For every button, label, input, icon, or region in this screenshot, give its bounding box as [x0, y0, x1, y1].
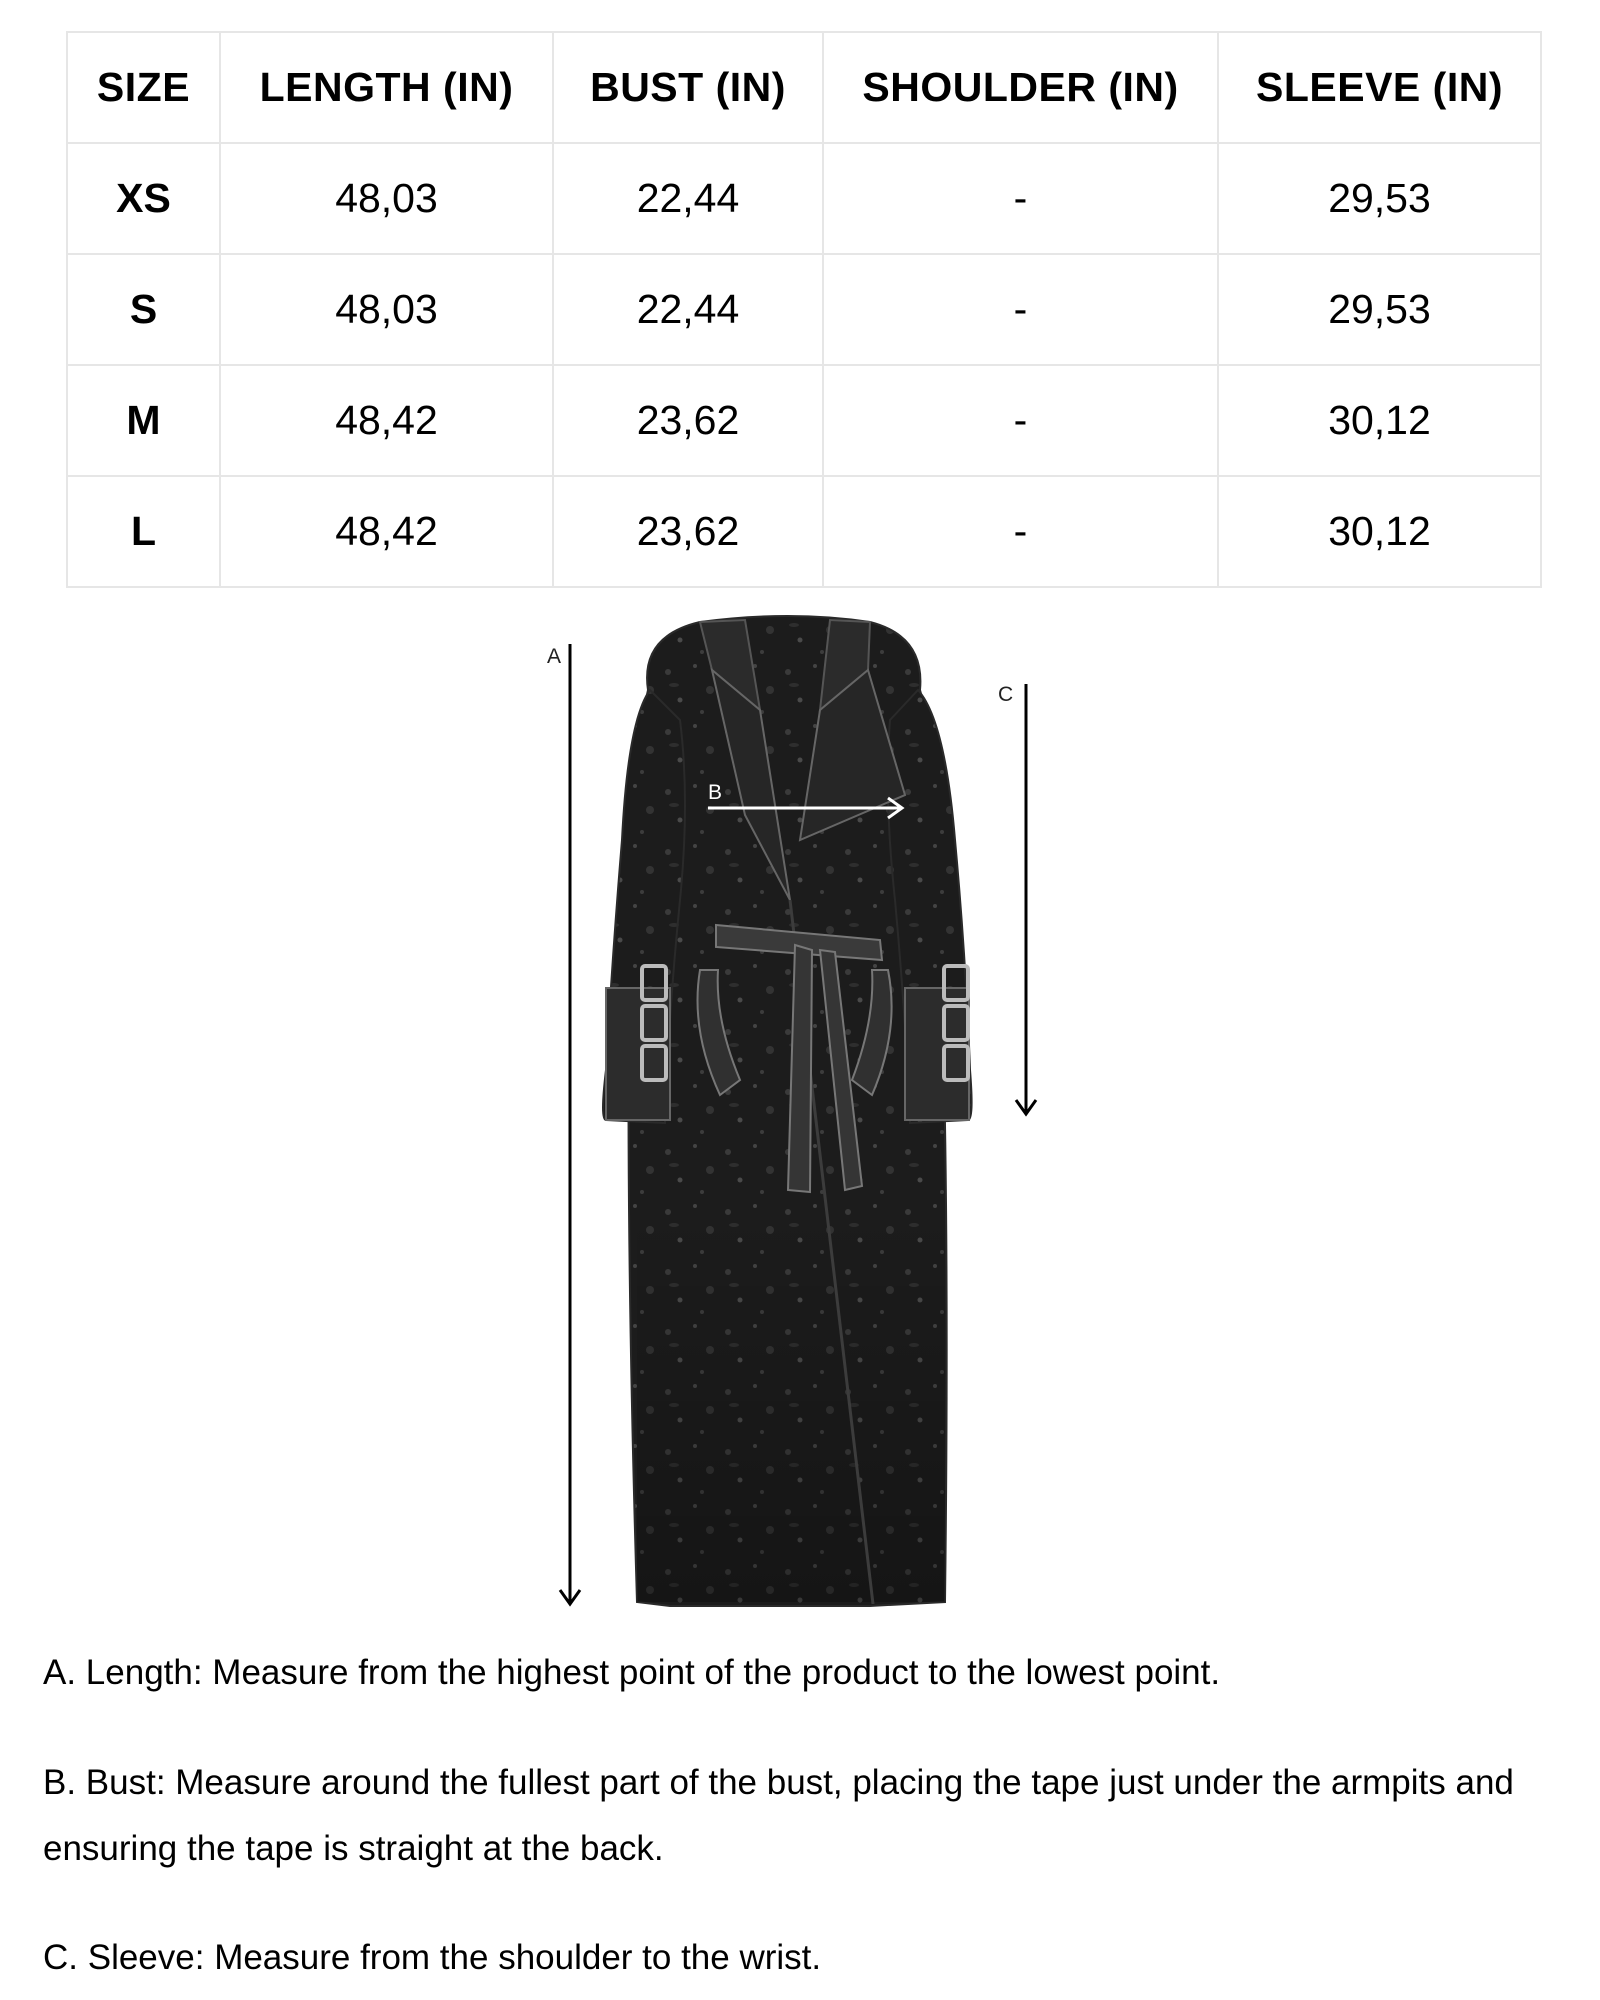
shoulder-cell: - [823, 143, 1218, 254]
table-row [67, 143, 1541, 254]
table-row [67, 365, 1541, 476]
length-arrow [560, 644, 580, 1604]
size-cell: S [67, 254, 220, 365]
length-cell: 48,42 [220, 365, 553, 476]
length-cell: 48,03 [220, 143, 553, 254]
sleeve-cell: 29,53 [1218, 143, 1541, 254]
bust-cell: 23,62 [553, 365, 823, 476]
instruction-sleeve: C. Sleeve: Measure from the shoulder to the wrist. [43, 1938, 822, 1977]
header-shoulder: SHOULDER (IN) [823, 32, 1218, 143]
length-cell: 48,03 [220, 254, 553, 365]
table-row [67, 476, 1541, 587]
measurement-figure [0, 600, 1600, 1620]
size-chart-table [66, 31, 1542, 588]
label-a: A [547, 645, 562, 668]
coat-diagram [0, 600, 1600, 1620]
size-cell: XS [67, 143, 220, 254]
instruction-bust: B. Bust: Measure around the fullest part of the bust, placing the tape just under the armpits and ensuring the tape is straight at the back. [43, 1763, 1514, 1868]
right-cuff-buckles [905, 966, 969, 1120]
sleeve-cell: 29,53 [1218, 254, 1541, 365]
header-size: SIZE [67, 32, 220, 143]
header-sleeve: SLEEVE (IN) [1218, 32, 1541, 143]
shoulder-cell: - [823, 476, 1218, 587]
sleeve-arrow [1016, 684, 1036, 1114]
label-b: B [708, 781, 723, 804]
table-header-row [67, 32, 1541, 143]
label-c: C [998, 683, 1014, 706]
bust-cell: 22,44 [553, 254, 823, 365]
instruction-length: A. Length: Measure from the highest point of the product to the lowest point. [43, 1653, 1221, 1692]
shoulder-cell: - [823, 365, 1218, 476]
length-cell: 48,42 [220, 476, 553, 587]
size-cell: M [67, 365, 220, 476]
table-row [67, 254, 1541, 365]
header-length: LENGTH (IN) [220, 32, 553, 143]
bust-cell: 23,62 [553, 476, 823, 587]
shoulder-cell: - [823, 254, 1218, 365]
size-cell: L [67, 476, 220, 587]
coat-image [603, 616, 972, 1606]
left-cuff-buckles [606, 966, 670, 1120]
bust-cell: 22,44 [553, 143, 823, 254]
header-bust: BUST (IN) [553, 32, 823, 143]
sleeve-cell: 30,12 [1218, 365, 1541, 476]
sleeve-cell: 30,12 [1218, 476, 1541, 587]
